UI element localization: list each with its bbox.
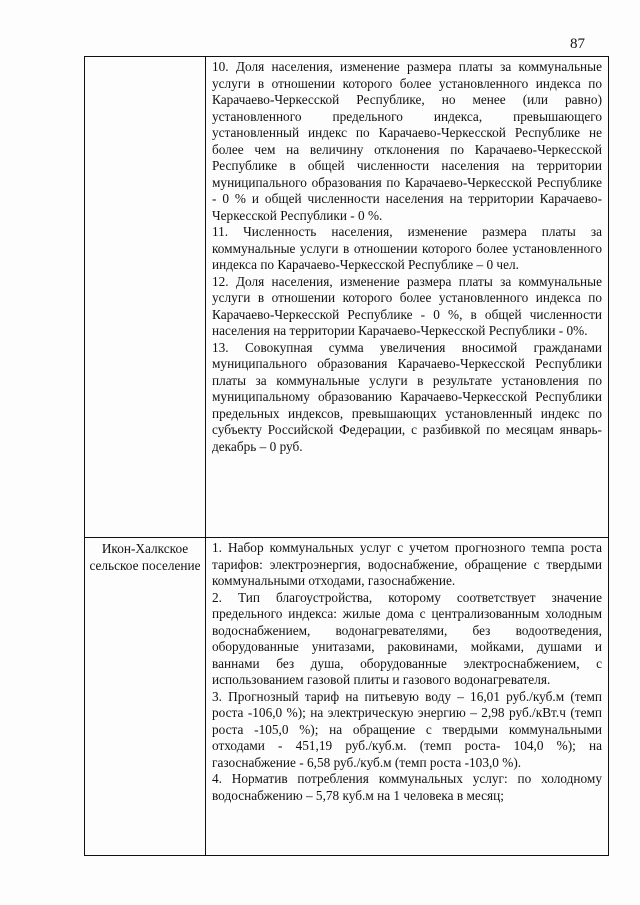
indicator-paragraph: 10. Доля населения, изменение размера платы за коммунальные услуги в отношении которого более установленного индекса по Карачаево-Черкесской Республике, но менее (или равно) установленного предельного индекса, превышающего установленный индекс по Карачаево-Черкесской Республике не более чем на величину отклонения по Карачаево-Черкесской Республике в общей численности населения на территории муниципального образования по Карачаево-Черкесской Республике - 0 % и общей численности населения на территории Карачаево-Черкесской Республики - 0 %.	[212, 59, 602, 223]
page-number: 87	[570, 36, 585, 52]
indicator-paragraph: 1. Набор коммунальных услуг с учетом прогнозного темпа роста тарифов: электроэнергия, водоснабжение, обращение с твердыми коммунальными отходами, газоснабжение.	[212, 540, 602, 588]
indicator-paragraph: 4. Норматив потребления коммунальных услуг: по холодному водоснабжению – 5,78 куб.м на 1 человека в месяц;	[212, 771, 602, 803]
municipality-name: Икон-Халкское сельское поселение	[89, 541, 201, 573]
table-row	[85, 538, 609, 856]
indicators-cell	[206, 57, 609, 538]
table-row	[85, 57, 609, 538]
indicator-paragraph: 11. Численность населения, изменение размера платы за коммунальные услуги в отношении которого более установленного индекса по Карачаево-Черкесской Республике – 0 чел.	[212, 224, 602, 272]
municipality-name	[85, 57, 205, 61]
indicator-paragraph: 3. Прогнозный тариф на питьевую воду – 16,01 руб./куб.м (темп роста -106,0 %); на электрическую энергию – 2,98 руб./кВт.ч (темп роста -105,0 %); на обращение с твердыми коммунальными отходами - 451,19 руб./куб.м. (темп роста- 104,0 %); на газоснабжение - 6,58 руб./куб.м (темп роста -103,0 %).	[212, 688, 602, 770]
indicator-paragraph: 2. Тип благоустройства, которому соответствует значение предельного индекса: жилые дома с централизованным холодным водоснабжением, водонагревателями, без водоотведения, оборудованные унитазами, раковинами, мойками, душами и ваннами без душа, оборудованные электроснабжением, с использованием газовой плиты и газового водонагревателя.	[212, 589, 602, 687]
municipality-cell	[85, 57, 206, 538]
indicator-paragraph: 12. Доля населения, изменение размера платы за коммунальные услуги в отношении которого более установленного индекса по Карачаево-Черкесской Республике - 0 %, в общей численности населения на территории Карачаево-Черкесской Республики - 0%.	[212, 273, 602, 338]
tariff-table	[84, 56, 609, 856]
indicator-paragraph: 13. Совокупная сумма увеличения вносимой гражданами муниципального образования Карачаево-Черкесской Республики платы за коммунальные услуги в результате установления по муниципальному образованию Карачаево-Черкесской Республики предельных индексов, превышающих установленный индекс по субъекту Российской Федерации, с разбивкой по месяцам январь-декабрь – 0 руб.	[212, 339, 602, 454]
indicators-cell	[206, 538, 609, 856]
municipality-cell	[85, 538, 206, 856]
